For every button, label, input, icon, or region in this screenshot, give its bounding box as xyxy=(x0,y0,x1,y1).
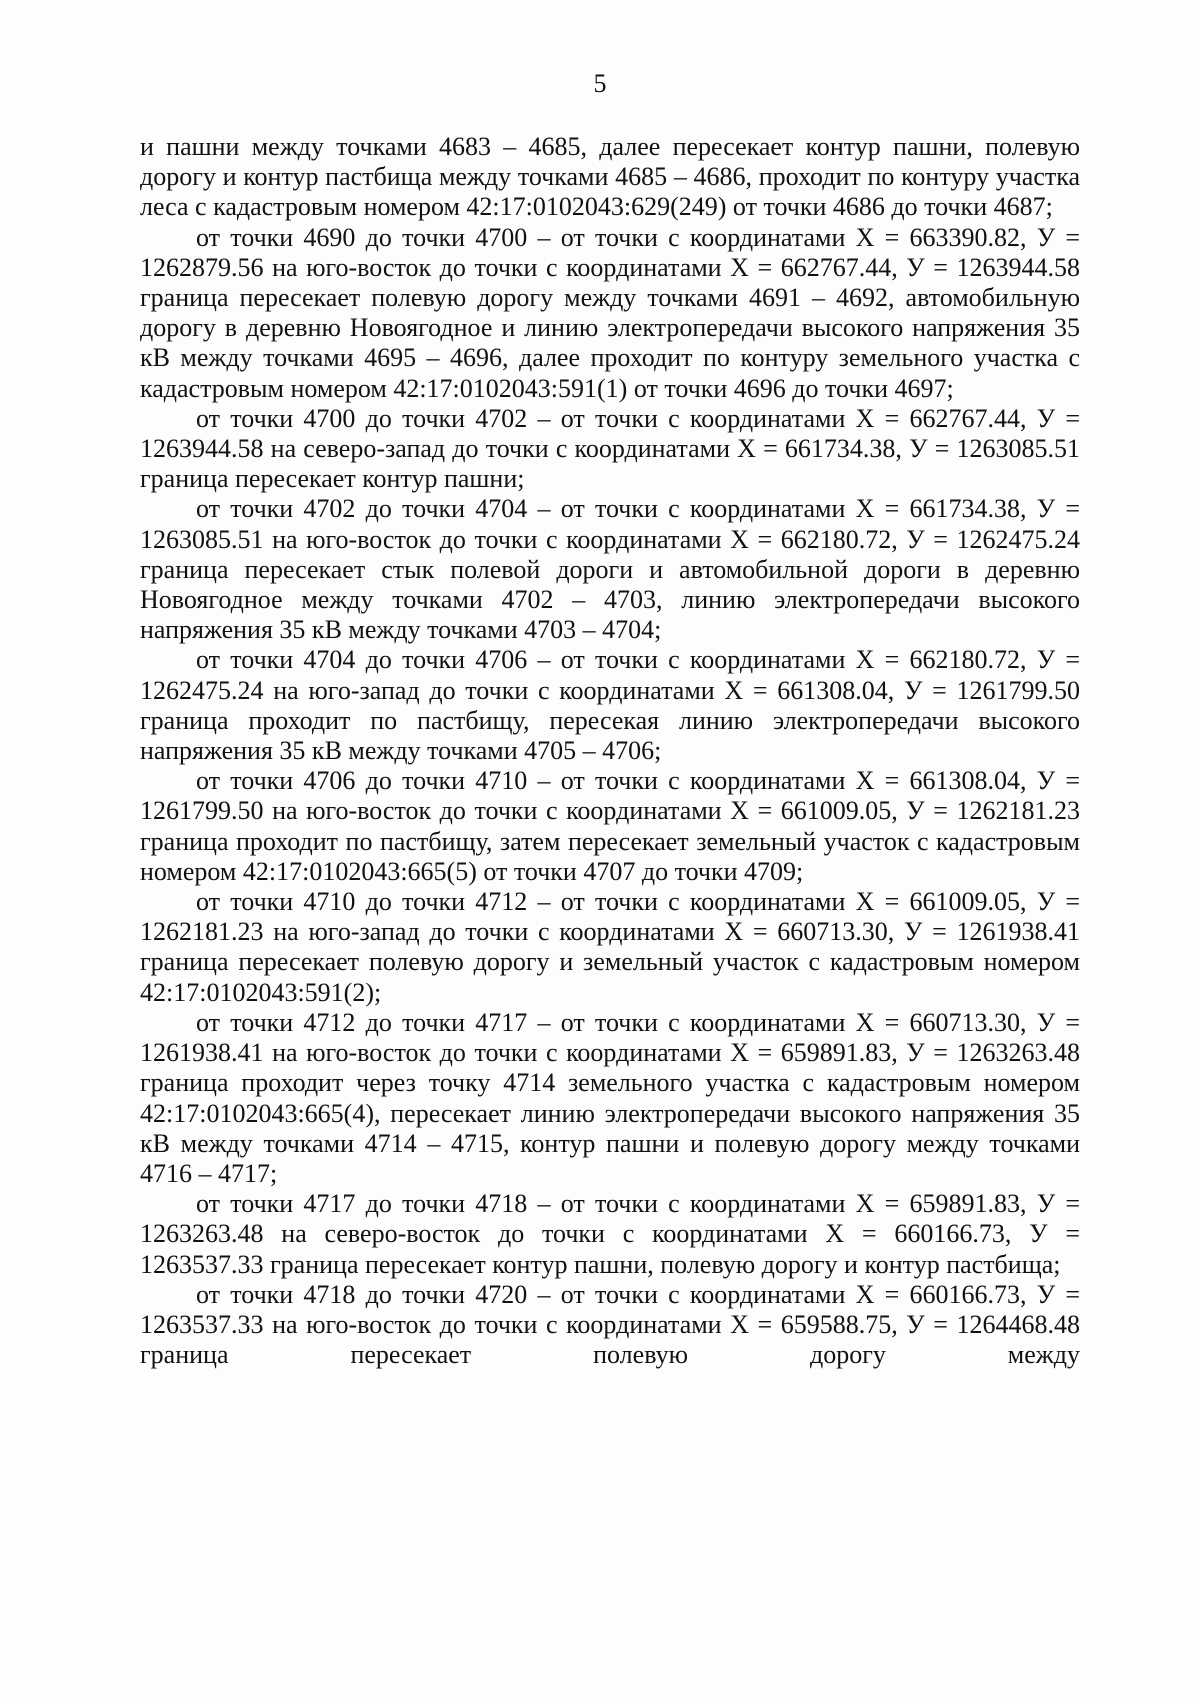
paragraph: от точки 4700 до точки 4702 – от точки с координатами Х = 662767.44, У = 1263944.58 на северо-запад до точки с координатами Х = 661734.38, У = 1263085.51 граница пересекает контур пашни; xyxy=(140,403,1080,494)
paragraph: от точки 4712 до точки 4717 – от точки с координатами Х = 660713.30, У = 1261938.41 на юго-восток до точки с координатами Х = 659891.83, У = 1263263.48 граница проходит через точку 4714 земельного участка с кадастровым номером 42:17:0102043:665(4), пересекает линию электропередачи высокого напряжения 35 кВ между точками 4714 – 4715, контур пашни и полевую дорогу между точками 4716 – 4717; xyxy=(140,1007,1080,1188)
document-body xyxy=(140,132,1080,1370)
paragraph: от точки 4718 до точки 4720 – от точки с координатами Х = 660166.73, У = 1263537.33 на юго-восток до точки с координатами Х = 659588.75, У = 1264468.48 граница пересекает полевую дорогу между xyxy=(140,1279,1080,1370)
paragraph: от точки 4710 до точки 4712 – от точки с координатами Х = 661009.05, У = 1262181.23 на юго-запад до точки с координатами Х = 660713.30, У = 1261938.41 граница пересекает полевую дорогу и земельный участок с кадастровым номером 42:17:0102043:591(2); xyxy=(140,887,1080,1007)
paragraph: от точки 4717 до точки 4718 – от точки с координатами Х = 659891.83, У = 1263263.48 на северо-восток до точки с координатами Х = 660166.73, У = 1263537.33 граница пересекает контур пашни, полевую дорогу и контур пастбища; xyxy=(140,1189,1080,1279)
paragraph: от точки 4704 до точки 4706 – от точки с координатами Х = 662180.72, У = 1262475.24 на юго-запад до точки с координатами Х = 661308.04, У = 1261799.50 граница проходит по пастбищу, пересекая линию электропередачи высокого напряжения 35 кВ между точками 4705 – 4706; xyxy=(140,645,1080,766)
page-number: 5 xyxy=(593,69,607,98)
paragraph: и пашни между точками 4683 – 4685, далее пересекает контур пашни, полевую дорогу и контур пастбища между точками 4685 – 4686, проходит по контуру участка леса с кадастровым номером 42:17:0102043:629(249) от точки 4686 до точки 4687; xyxy=(140,132,1080,222)
paragraph: от точки 4702 до точки 4704 – от точки с координатами Х = 661734.38, У = 1263085.51 на юго-восток до точки с координатами Х = 662180.72, У = 1262475.24 граница пересекает стык полевой дороги и автомобильной дороги в деревню Новоягодное между точками 4702 – 4703, линию электропередачи высокого напряжения 35 кВ между точками 4703 – 4704; xyxy=(140,494,1080,645)
paragraph: от точки 4690 до точки 4700 – от точки с координатами Х = 663390.82, У = 1262879.56 на юго-восток до точки с координатами Х = 662767.44, У = 1263944.58 граница пересекает полевую дорогу между точками 4691 – 4692, автомобильную дорогу в деревню Новоягодное и линию электропередачи высокого напряжения 35 кВ между точками 4695 – 4696, далее проходит по контуру земельного участка с кадастровым номером 42:17:0102043:591(1) от точки 4696 до точки 4697; xyxy=(140,222,1080,403)
paragraph: от точки 4706 до точки 4710 – от точки с координатами Х = 661308.04, У = 1261799.50 на юго-восток до точки с координатами Х = 661009.05, У = 1262181.23 граница проходит по пастбищу, затем пересекает земельный участок с кадастровым номером 42:17:0102043:665(5) от точки 4707 до точки 4709; xyxy=(140,766,1080,886)
